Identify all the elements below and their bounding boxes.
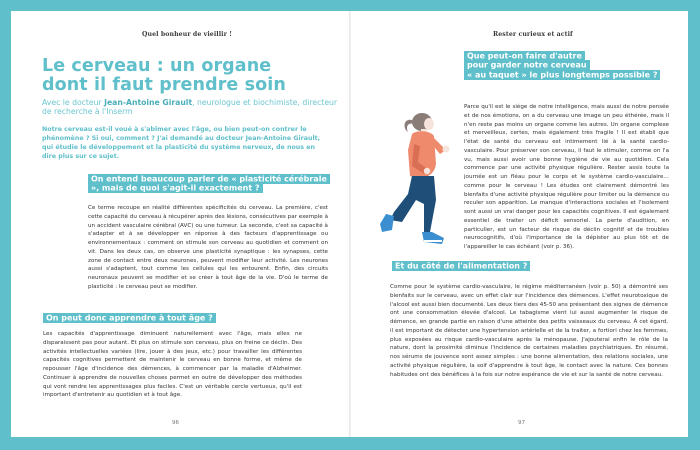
- title-line-2: dont il faut prendre soin: [42, 75, 286, 95]
- page-border-right: [688, 0, 700, 450]
- page-number-left: 96: [172, 420, 179, 426]
- byline-prefix: Avec le docteur: [42, 98, 105, 107]
- answer-learning: Les capacités d'apprentissage diminuent naturellement avec l'âge, mais elles ne disparaissent pas pour autant. Et plus on stimule son cerveau, plus on freine ce déclin. Des activités intellectuelles variées (lire, jouer à des jeux, etc.) pour travailler les différentes capacités cognitives permettent de maintenir le cerveau en bonne forme, et même de repousser l'âge d'incidence des démences, à commencer par la maladie d'Alzheimer. Continuer à apprendre de nouvelles choses permet en outre de développer des méthodes qui vont rendre les apprentissages plus faciles. C'est un véritable cercle vertueux, qu'il est important d'entretenir au quotidien et à tout âge.: [43, 331, 302, 399]
- answer-plasticity: Ce terme recoupe en réalité différentes spécificités du cerveau. La première, c'est cette capacité du cerveau à récupérer après des lésions, consécutives par exemple à un accident vasculaire cérébral (AVC) ou une tumeur. La seconde, c'est sa capacité à s'adapter et à se développer en réponse à des facteurs d'apprentissage ou environnementaux : comment on stimule son cerveau au quotidien et comment on vit. Dans les deux cas, on observe une plasticité synaptique : les synapses, cette zone de contact entre deux neurones, peuvent modifier leur activité. Les neurones aussi s'adaptent, tout comme les cellules qui les entourent. Enfin, des circuits neuronaux peuvent se modifier et se créer à tout âge de la vie. D'où le terme de plasticité : le cerveau peut se modifier.: [88, 205, 328, 290]
- answer-brain-care: Parce qu'il est le siège de notre intelligence, mais aussi de notre pensée et de nos émotions, on a du cerveau une image un peu éthérée, mais il n'en reste pas moins un organe comme les autres. Un organe complexe et merveilleux, certes, mais également très fragile ! Il est établi que l'état de santé du cerveau est intimement lié à la santé cardio-vasculaire. Pour préserver son cerveau, il faut le stimuler, comme on l'a vu, mais aussi avoir une bonne hygiène de vie au quotidien. Cela commence par une activité physique régulière. Rester assis toute la journée est un fléau pour le corps et le système cardio-vasculaire… comme pour le cerveau ! Les études ont clairement démontré les bienfaits d'une activité physique régulière pour limiter ou la démence ou reculer son apparition. Le manque d'interactions sociales et l'isolement sont aussi un vrai danger pour les capacités cognitives. Il est également essentiel de traiter un déficit sensoriel. La perte d'audition, en particulier, est un facteur de risque de déclin cognitif et de troubles neurocognitifs, d'où l'importance de la dépister au plus tôt et de l'appareiller le cas échéant (voir p. 36).: [464, 104, 669, 250]
- byline-suffix: , neurologue et biochimiste, directeur de recherche à l'Inserm: [42, 98, 338, 117]
- intro-paragraph: Notre cerveau est-il voué à s'abîmer avec l'âge, ou bien peut-on contrer le phénomène ? Si oui, comment ? J'ai demandé au docteur Jean-Antoine Girault, qui étudie le développement et la plasticité du système nerveux, de nous en dire plus sur ce sujet.: [42, 126, 321, 160]
- question-heading-brain-care: Que peut-on faire d'autre pour garder notre cerveau « au taquet » le plus longtemps possible ?: [464, 51, 664, 80]
- running-woman-illustration: [372, 82, 472, 250]
- page-border-top: [0, 0, 700, 11]
- answer-nutrition: Comme pour le système cardio-vasculaire, le régime méditerranéen (voir p. 50) a démontré ses bienfaits sur le cerveau, avec un effet clair sur l'incidence des démences. L'effet neurotoxique de l'alcool est aussi bien documenté. Les deux tiers des 45-50 ans présentant des signes de démence ont une consommation élevée d'alcool. Le tabagisme vient lui aussi augmenter le risque de démence, en grande partie en raison d'une atteinte des petits vaisseaux du cerveau. À cet égard, il est important de détecter une hypertension artérielle et de la traiter, a fortiori chez les femmes, plus exposées au risque cardio-vasculaire après la ménopause. J'ajouterai enfin le rôle de la nature, dont la proximité diminue l'incidence de certaines maladies psychiatriques. En résumé, nos sérums de jouvence sont assez simples : une bonne alimentation, des relations sociales, une activité physique régulière, la soif d'apprendre à tout âge, le contact avec la nature. Ces bonnes habitudes ont des bénéfices à la fois sur notre espérance de vie et sur la santé de notre cerveau.: [390, 284, 668, 378]
- page-border-left: [0, 0, 11, 450]
- running-head-left: Quel bonheur de vieillir !: [142, 31, 233, 38]
- author-name: Jean-Antoine Girault: [104, 98, 193, 107]
- question-heading-learning: On peut donc apprendre à tout âge ?: [43, 313, 283, 323]
- article-title: [42, 57, 342, 95]
- question-heading-nutrition: Et du côté de l'alimentation ?: [392, 261, 592, 271]
- title-line-1: Le cerveau : un organe: [42, 56, 272, 76]
- page-number-right: 97: [518, 420, 525, 426]
- byline: [42, 98, 342, 116]
- running-head-right: Rester curieux et actif: [493, 31, 573, 38]
- question-heading-plasticity: On entend beaucoup parler de « plasticité cérébrale », mais de quoi s'agit-il exactement ?: [88, 174, 328, 193]
- book-gutter: [349, 11, 351, 437]
- page-border-bottom: [0, 437, 700, 450]
